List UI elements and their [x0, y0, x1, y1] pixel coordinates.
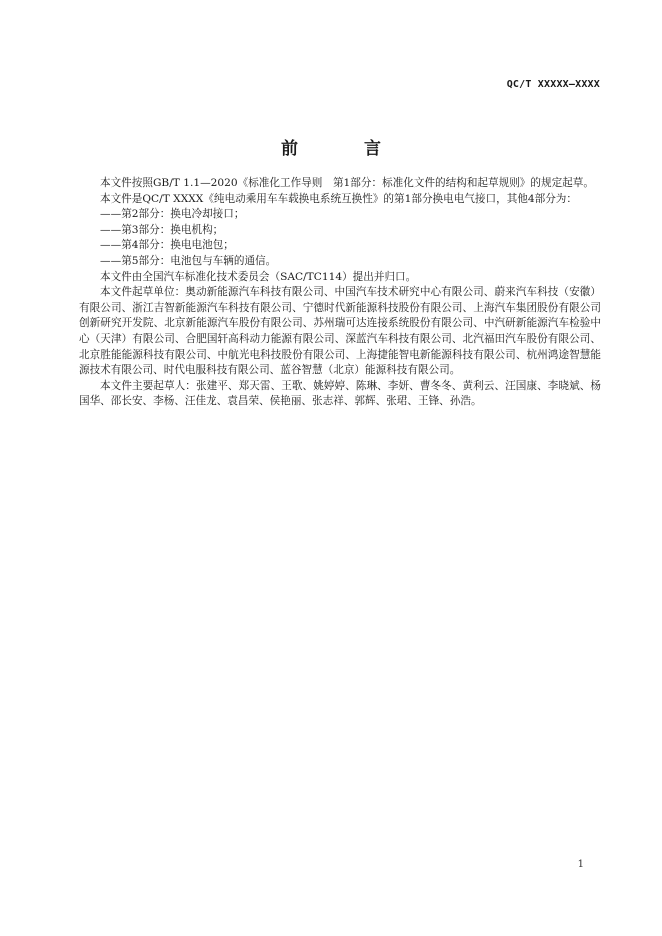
foreword-body	[79, 176, 601, 410]
list-item-part-3: ——第3部分：换电机构；	[100, 223, 224, 236]
page-number: 1	[577, 859, 584, 870]
paragraph-drafting-rules: 本文件按照GB/T 1.1—2020《标准化工作导则 第1部分：标准化文件的结构和起草规则》的规定起草。	[100, 177, 594, 189]
paragraph-drafting-units: 本文件起草单位：奥动新能源汽车科技有限公司、中国汽车技术研究中心有限公司、蔚来汽车科技（安徽）有限公司、浙江吉智新能源汽车科技有限公司、宁德时代新能源科技股份有限公司、上海汽车集团股份有限公司创新研究开发院、北京新能源汽车股份有限公司、苏州瑞可达连接系统股份有限公司、中汽研新能源汽车检验中心（天津）有限公司、合肥国轩高科动力能源有限公司、深蓝汽车科技有限公司、北汽福田汽车股份有限公司、北京胜能能源科技有限公司、中航光电科技股份有限公司、上海捷能智电新能源科技有限公司、杭州鸿途智慧能源技术有限公司、时代电服科技有限公司、蓝谷智慧（北京）能源科技有限公司。	[79, 286, 601, 377]
document-code: QC/T XXXXX—XXXX	[506, 79, 600, 90]
paragraph-proposer: 本文件由全国汽车标准化技术委员会（SAC/TC114）提出并归口。	[100, 270, 417, 283]
list-item-part-4: ——第4部分：换电电池包；	[100, 239, 234, 252]
page-title: 前 言	[281, 139, 411, 159]
list-item-part-2: ——第2部分：换电冷却接口；	[100, 208, 245, 221]
paragraph-part-scope: 本文件是QC/T XXXX《纯电动乘用车车载换电系统互换性》的第1部分换电电气接口，其他4部分为：	[100, 192, 577, 205]
list-item-part-5: ——第5部分：电池包与车辆的通信。	[100, 254, 277, 267]
paragraph-drafters: 本文件主要起草人：张建平、郑天雷、王歌、姚婷婷、陈琳、李妍、曹冬冬、黄利云、汪国康、李晓斌、杨国华、邵长安、李杨、汪佳龙、袁昌荣、侯艳丽、张志祥、郭辉、张珺、王锋、孙浩。	[79, 379, 601, 408]
